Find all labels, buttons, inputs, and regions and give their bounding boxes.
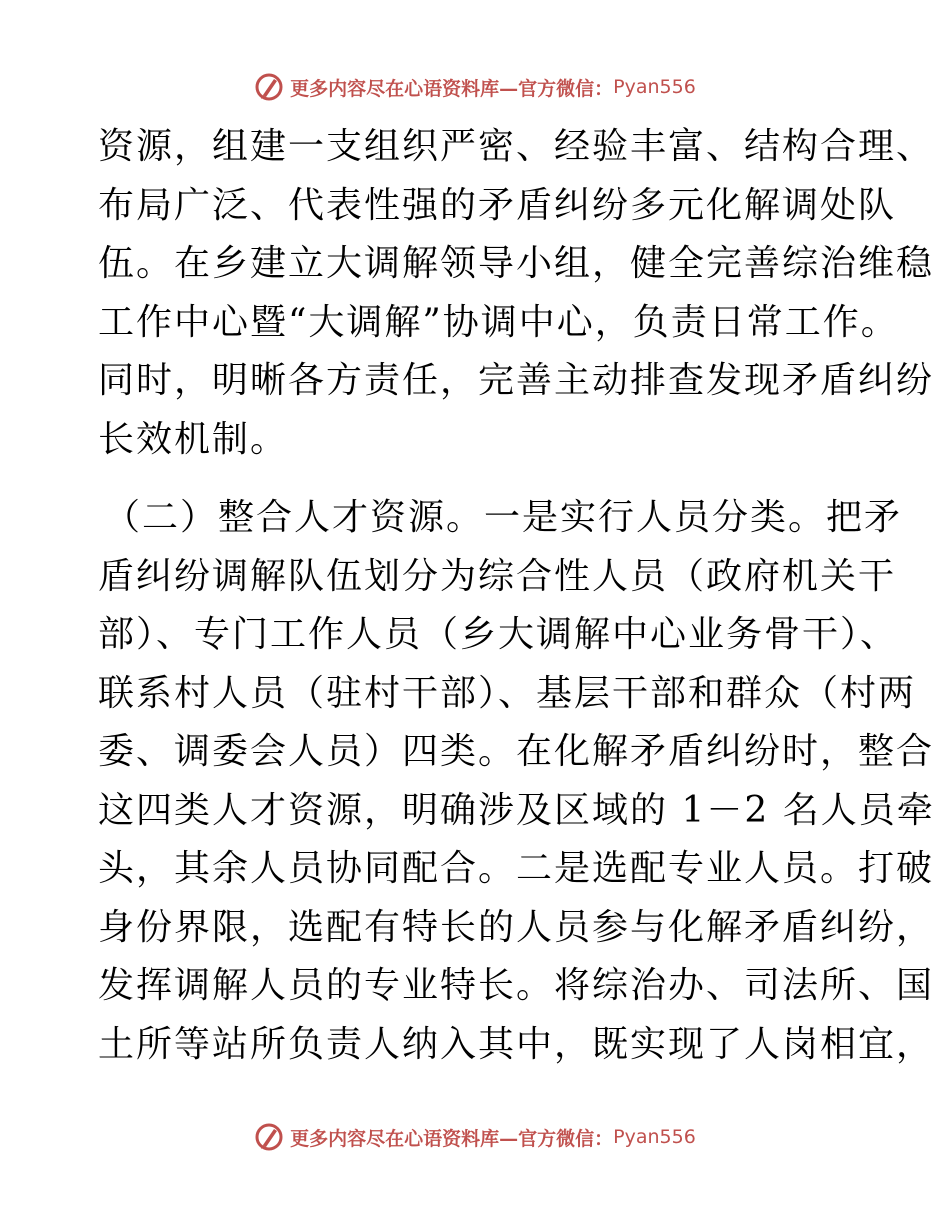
header-watermark xyxy=(0,72,950,102)
text-line: 委、调委会人员）四类。在化解矛盾纠纷时，整合 xyxy=(98,731,935,772)
text-line: 部）、专门工作人员（乡大调解中心业务骨干）、 xyxy=(98,614,899,655)
text-line: 资源，组建一支组织严密、经验丰富、结构合理、 xyxy=(98,126,935,167)
paragraph-spacer xyxy=(98,469,858,489)
pen-circle-logo-icon xyxy=(254,72,284,102)
text-line: 工作中心暨“大调解”协调中心，负责日常工作。 xyxy=(98,301,899,343)
paragraph-2 xyxy=(98,489,935,1074)
watermark-text: 更多内容尽在心语资料库—官方微信： xyxy=(290,1127,614,1150)
text-line: （二）整合人才资源。一是实行人员分类。把矛 xyxy=(104,497,903,538)
text-line: 发挥调解人员的专业特长。将综治办、司法所、国 xyxy=(98,965,935,1006)
text-line: 身份界限，选配有特长的人员参与化解矛盾纠纷， xyxy=(98,906,935,948)
text-line: 长效机制。 xyxy=(98,418,289,460)
text-line: 头，其余人员协同配合。二是选配专业人员。打破 xyxy=(98,848,935,889)
text-line: 同时，明晰各方责任，完善主动排查发现矛盾纠纷 xyxy=(98,360,935,401)
text-line: 土所等站所负责人纳入其中，既实现了人岗相宜， xyxy=(98,1023,935,1065)
text-line: 盾纠纷调解队伍划分为综合性人员（政府机关干 xyxy=(98,555,897,597)
watermark-wechat-id: Pyan556 xyxy=(613,1126,696,1148)
watermark-wechat-id: Pyan556 xyxy=(613,76,696,98)
paragraph-1 xyxy=(98,118,935,469)
text-line: 这四类人才资源，明确涉及区域的 1－2 名人员牵 xyxy=(98,789,935,831)
document-body xyxy=(98,118,935,1074)
text-line: 联系村人员（驻村干部）、基层干部和群众（村两 xyxy=(98,672,917,714)
watermark-text: 更多内容尽在心语资料库—官方微信： xyxy=(290,77,614,100)
text-line: 伍。在乡建立大调解领导小组，健全完善综治维稳 xyxy=(98,243,935,284)
footer-watermark xyxy=(0,1122,950,1152)
pen-circle-logo-icon xyxy=(254,1122,284,1152)
text-line: 布局广泛、代表性强的矛盾纠纷多元化解调处队 xyxy=(98,184,897,226)
